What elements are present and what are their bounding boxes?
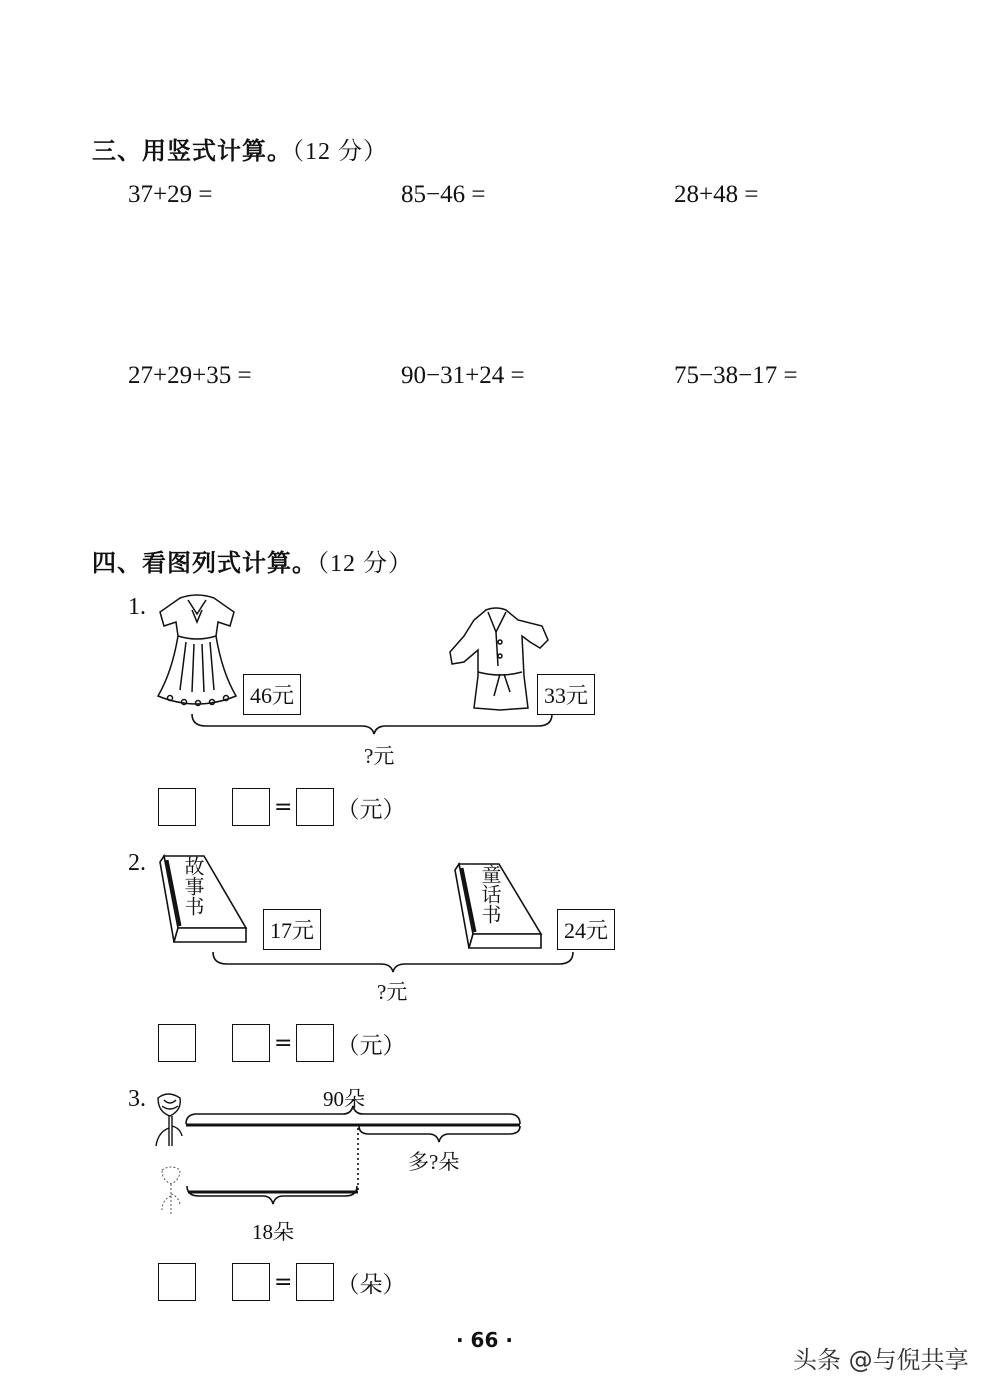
rose-icon <box>152 1092 186 1148</box>
book-title-story: 故事书 <box>181 856 203 916</box>
total-brace-2 <box>211 950 576 974</box>
total-brace-1 <box>190 712 555 736</box>
price-box-coat: 33元 <box>537 674 595 715</box>
flower-icon <box>158 1166 184 1216</box>
question-3-number: 3. <box>128 1086 146 1112</box>
equation-row-1 <box>158 788 405 826</box>
answer-box-result[interactable] <box>296 1263 334 1301</box>
book-icon-story <box>158 852 252 946</box>
top-total-label: 90朵 <box>323 1087 365 1111</box>
price-box-dress: 46元 <box>243 674 301 715</box>
section-3-score: （12 分） <box>292 139 388 165</box>
equals-sign: = <box>274 1030 293 1056</box>
answer-box-result[interactable] <box>296 1024 334 1062</box>
answer-box-operand-1[interactable] <box>158 788 196 826</box>
calc-problem-6: 75−38−17 = <box>674 362 798 389</box>
section-3-title <box>92 131 388 166</box>
bottom-brace <box>185 1184 365 1210</box>
total-label-1: ?元 <box>364 744 395 768</box>
difference-label: 多?朵 <box>408 1150 460 1174</box>
equals-sign: = <box>274 1269 293 1295</box>
book-title-fairytale: 童话书 <box>478 864 500 924</box>
total-label-2: ?元 <box>377 980 408 1004</box>
unit-label: （元） <box>336 1032 406 1058</box>
answer-box-operand-2[interactable] <box>232 1024 270 1062</box>
answer-box-operand-2[interactable] <box>232 788 270 826</box>
section-4-title-text: 四、看图列式计算。 <box>92 549 317 577</box>
calc-problem-3: 28+48 = <box>674 181 759 208</box>
calc-problem-5: 90−31+24 = <box>401 362 525 389</box>
calc-problem-2: 85−46 = <box>401 181 486 208</box>
answer-box-operand-1[interactable] <box>158 1263 196 1301</box>
price-box-story-book: 17元 <box>263 909 321 950</box>
calc-problem-1: 37+29 = <box>128 181 213 208</box>
calc-problem-4: 27+29+35 = <box>128 362 252 389</box>
unit-label: （元） <box>336 796 406 822</box>
section-4-title <box>92 543 413 578</box>
bottom-label: 18朵 <box>252 1220 294 1244</box>
answer-box-result[interactable] <box>296 788 334 826</box>
unit-label: （朵） <box>336 1271 406 1297</box>
section-3-title-text: 三、用竖式计算。 <box>92 137 292 165</box>
section-4-score: （12 分） <box>317 551 413 577</box>
book-icon-fairytale <box>453 862 547 952</box>
question-1-number: 1. <box>128 594 146 620</box>
answer-box-operand-1[interactable] <box>158 1024 196 1062</box>
equation-row-2 <box>158 1024 405 1062</box>
watermark: 头条 @与倪共享 <box>793 1346 969 1374</box>
page-number: · 66 · <box>456 1328 513 1352</box>
price-box-fairytale-book: 24元 <box>557 909 615 950</box>
question-2-number: 2. <box>128 850 146 876</box>
dress-icon <box>152 592 242 714</box>
answer-box-operand-2[interactable] <box>232 1263 270 1301</box>
equation-row-3 <box>158 1263 405 1301</box>
equals-sign: = <box>274 794 293 820</box>
